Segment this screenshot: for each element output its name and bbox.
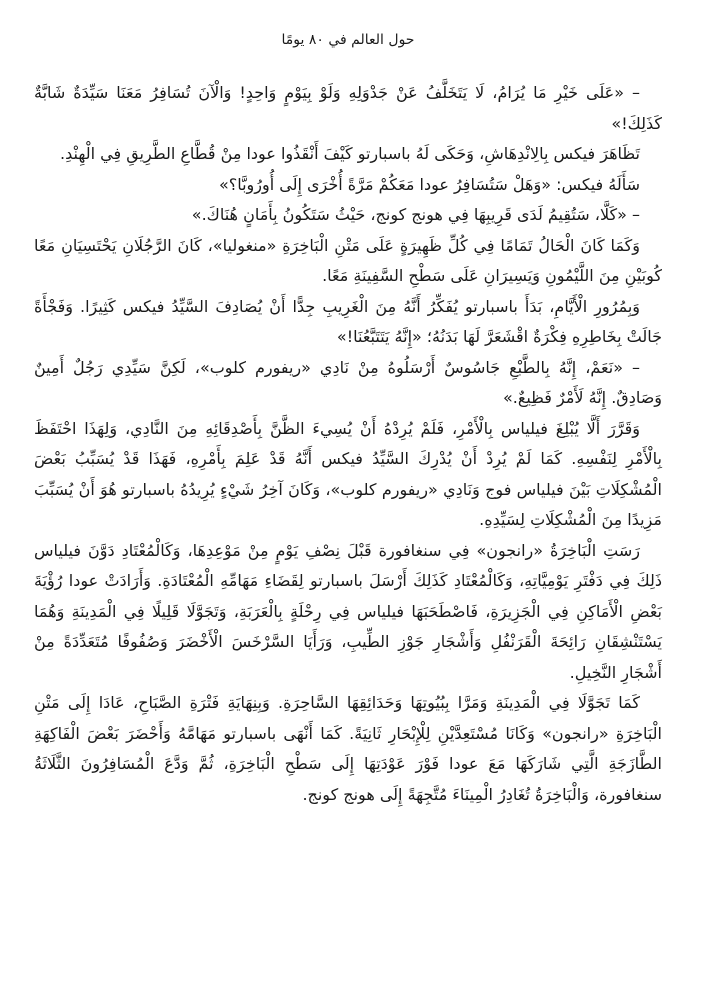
paragraph-1: – «عَلَى خَيْرِ مَا يُرَامُ، لَا يَتَخَلَّفُ عَنْ جَدْوَلِهِ وَلَوْ بِيَوْمٍ وَاحِدٍ! وَالْآنَ تُسَافِرُ مَعَنَا سَيِّدَةٌ شَابَّةٌ كَذَلِكَ!»	[34, 83, 662, 133]
paragraph-6: وَبِمُرُورِ الْأَيَّامِ، بَدَأَ باسبارتو يُفَكِّرُ أَنَّهُ مِنَ الْغَرِيبِ جِدًّا أَنْ يُصَادِفَ السَّيِّدُ فيكس كَثِيرًا. وَفَجْأَةً جَالَتْ بِخَاطِرِهِ فِكْرَةٌ اقْشَعَرَّ لَهَا بَدَنُهُ؛ «إِنَّهُ يَتَتَبَّعُنَا!»	[34, 296, 662, 346]
body-text	[34, 78, 662, 810]
paragraph-7: – «نَعَمْ، إِنَّهُ بِالطَّبْعِ جَاسُوسٌ أَرْسَلُوهُ مِنْ نَادِي «ريفورم كلوب»، لَكِنَّ سَيِّدِي رَجُلٌ أَمِينٌ وَصَادِقٌ. إِنَّهُ لَأَمْرٌ فَظِيعٌ.»	[34, 357, 662, 407]
paragraph-9: رَسَتِ الْبَاخِرَةُ «رانجون» فِي سنغافورة قَبْلَ نِصْفِ يَوْمٍ مِنْ مَوْعِدِهَا، وَكَالْمُعْتَادِ دَوَّنَ فيلياس ذَلِكَ فِي دَفْتَرِ يَوْمِيَّاتِهِ، وَكَالْمُعْتَادِ كَذَلِكَ أَرْسَلَ باسبارتو لِقَضَاءِ مَهَامِّهِ الْمُعْتَادَةِ. وَأَرَادَتْ عودا رُؤْيَةَ بَعْضِ الْأَمَاكِنِ فِي الْجَزِيرَةِ، فَاصْطَحَبَهَا فيلياس فِي رِحْلَةٍ بِالْعَرَبَةِ، وَتَجَوَّلَا قَلِيلًا فِي الْمَدِينَةِ وَهُمَا يَسْتَنْشِقَانِ رَائِحَةَ الْقَرَنْفُلِ وَأَشْجَارِ جَوْزِ الطِّيبِ، وَرَأَيَا السَّرْخَسَ الْأَخْضَرَ وَصُفُوفًا مُتَعَدِّدَةً مِنْ أَشْجَارِ النَّخِيلِ.	[34, 540, 662, 682]
paragraph-2: تَظَاهَرَ فيكس بِالِانْدِهَاشِ، وَحَكَى لَهُ باسبارتو كَيْفَ أَنْقَذُوا عودا مِنْ قُطَّاعِ الطَّرِيقِ فِي الْهِنْدِ.	[60, 144, 640, 163]
paragraph-4: – «كَلَّا، سَتُقِيمُ لَدَى قَرِيبِهَا فِي هونج كونج، حَيْثُ سَتَكُونُ بِأَمَانٍ هُنَاكَ.»	[191, 205, 640, 224]
paragraph-5: وَكَمَا كَانَ الْحَالُ تَمَامًا فِي كُلِّ ظَهِيرَةٍ عَلَى مَتْنِ الْبَاخِرَةِ «منغوليا»، كَانَ الرَّجُلَانِ يَحْتَسِيَانِ مَعًا كُوبَيْنِ مِنَ اللَّيْمُونِ وَيَسِيرَانِ عَلَى سَطْحِ السَّفِينَةِ مَعًا.	[34, 235, 662, 285]
paragraph-3: سَأَلَهُ فيكس: «وَهَلْ سَتُسَافِرُ عودا مَعَكُمْ مَرَّةً أُخْرَى إِلَى أُورُوبَّا؟»	[218, 174, 640, 194]
running-header: حول العالم في ٨٠ يومًا	[281, 32, 415, 48]
paragraph-10: كَمَا تَجَوَّلَا فِي الْمَدِينَةِ وَمَرَّا بِبُيُوتِهَا وَحَدَائِقِهَا السَّاحِرَةِ. وَبِنِهَايَةِ فَتْرَةِ الصَّبَاحِ، عَادَا إِلَى مَتْنِ الْبَاخِرَةِ «رانجون» وَكَانَا مُسْتَعِدَّيْنِ لِلْإِبْحَارِ ثَانِيَةً. كَمَا أَنْهَى باسبارتو مَهَامَّهُ وَأَحْضَرَ بَعْضَ الْفَاكِهَةِ الطَّازَجَةِ الَّتِي شَارَكَهَا مَعَ عودا فَوْرَ عَوْدَتِهَا إِلَى سَطْحِ الْبَاخِرَةِ، ثُمَّ وَدَّعَ الْمُسَافِرُونَ الثَّلَاثَةُ سنغافورة، وَالْبَاخِرَةُ تُغَادِرُ الْمِينَاءَ مُتَّجِهَةً إِلَى هونج كونج.	[34, 693, 662, 804]
paragraph-8: وَقَرَّرَ أَلَّا يُبْلِغَ فيلياس بِالْأَمْرِ، فَلَمْ يُرِدْهُ أَنْ يُسِيءَ الظَّنَّ بِأَصْدِقَائِهِ مِنَ النَّادِي، وَلِهَذَا احْتَفَظَ بِالْأَمْرِ لِنَفْسِهِ. كَمَا لَمْ يُرِدْ أَنْ يُدْرِكَ السَّيِّدُ فيكس أَنَّهُ قَدْ عَلِمَ بِأَمْرِهِ، فَهَذَا قَدْ يُسَبِّبُ بَعْضَ الْمُشْكِلَاتِ بَيْنَ فيلياس فوج وَنَادِي «ريفورم كلوب»، وَكَانَ آخِرُ شَيْءٍ يُرِيدُهُ باسبارتو هُوَ أَنْ يُسَبِّبَ مَزِيدًا مِنَ الْمُشْكِلَاتِ لِسَيِّدِهِ.	[34, 418, 662, 529]
